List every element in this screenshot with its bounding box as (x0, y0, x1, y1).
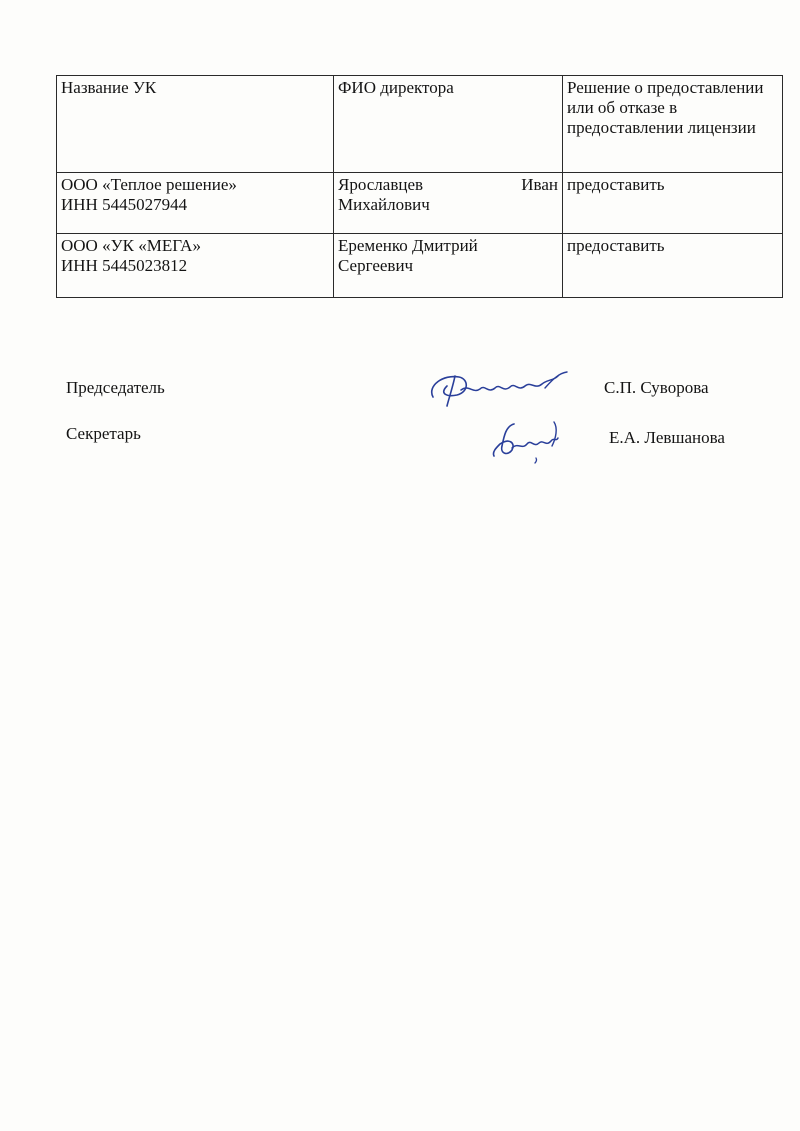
decision-value: предоставить (567, 175, 665, 194)
director-patronymic: Сергеевич (338, 256, 414, 275)
table-row (57, 173, 783, 234)
table-header-row (57, 76, 783, 173)
header-director (334, 76, 563, 173)
director-cell (334, 234, 563, 298)
company-inn: ИНН 5445023812 (61, 256, 188, 275)
company-name: ООО «Теплое решение» (61, 175, 237, 194)
company-cell (57, 173, 334, 234)
chair-name: С.П. Суворова (604, 378, 709, 397)
license-decision-table (56, 75, 783, 298)
chair-signature-icon (425, 364, 575, 412)
decision-cell (563, 173, 783, 234)
header-company-label: Название УК (61, 78, 157, 97)
header-decision-label: Решение о предоставлении или об отказе в предоставлении лицензии (567, 78, 764, 137)
director-cell (334, 173, 563, 234)
director-name-line: Еременко Дмитрий (338, 236, 478, 255)
header-company (57, 76, 334, 173)
director-first-name: Иван (521, 175, 558, 194)
decision-value: предоставить (567, 236, 665, 255)
decision-cell (563, 234, 783, 298)
director-name-line (338, 175, 558, 195)
chair-role: Председатель (66, 378, 165, 397)
director-surname: Ярославцев (338, 175, 424, 194)
secretary-role: Секретарь (66, 424, 141, 443)
header-director-label: ФИО директора (338, 78, 454, 97)
table-row (57, 234, 783, 298)
company-inn: ИНН 5445027944 (61, 195, 188, 214)
secretary-signature-icon (488, 412, 570, 468)
company-name: ООО «УК «МЕГА» (61, 236, 201, 255)
director-patronymic: Михайлович (338, 195, 430, 214)
secretary-name: Е.А. Левшанова (609, 428, 725, 447)
company-cell (57, 234, 334, 298)
header-decision (563, 76, 783, 173)
